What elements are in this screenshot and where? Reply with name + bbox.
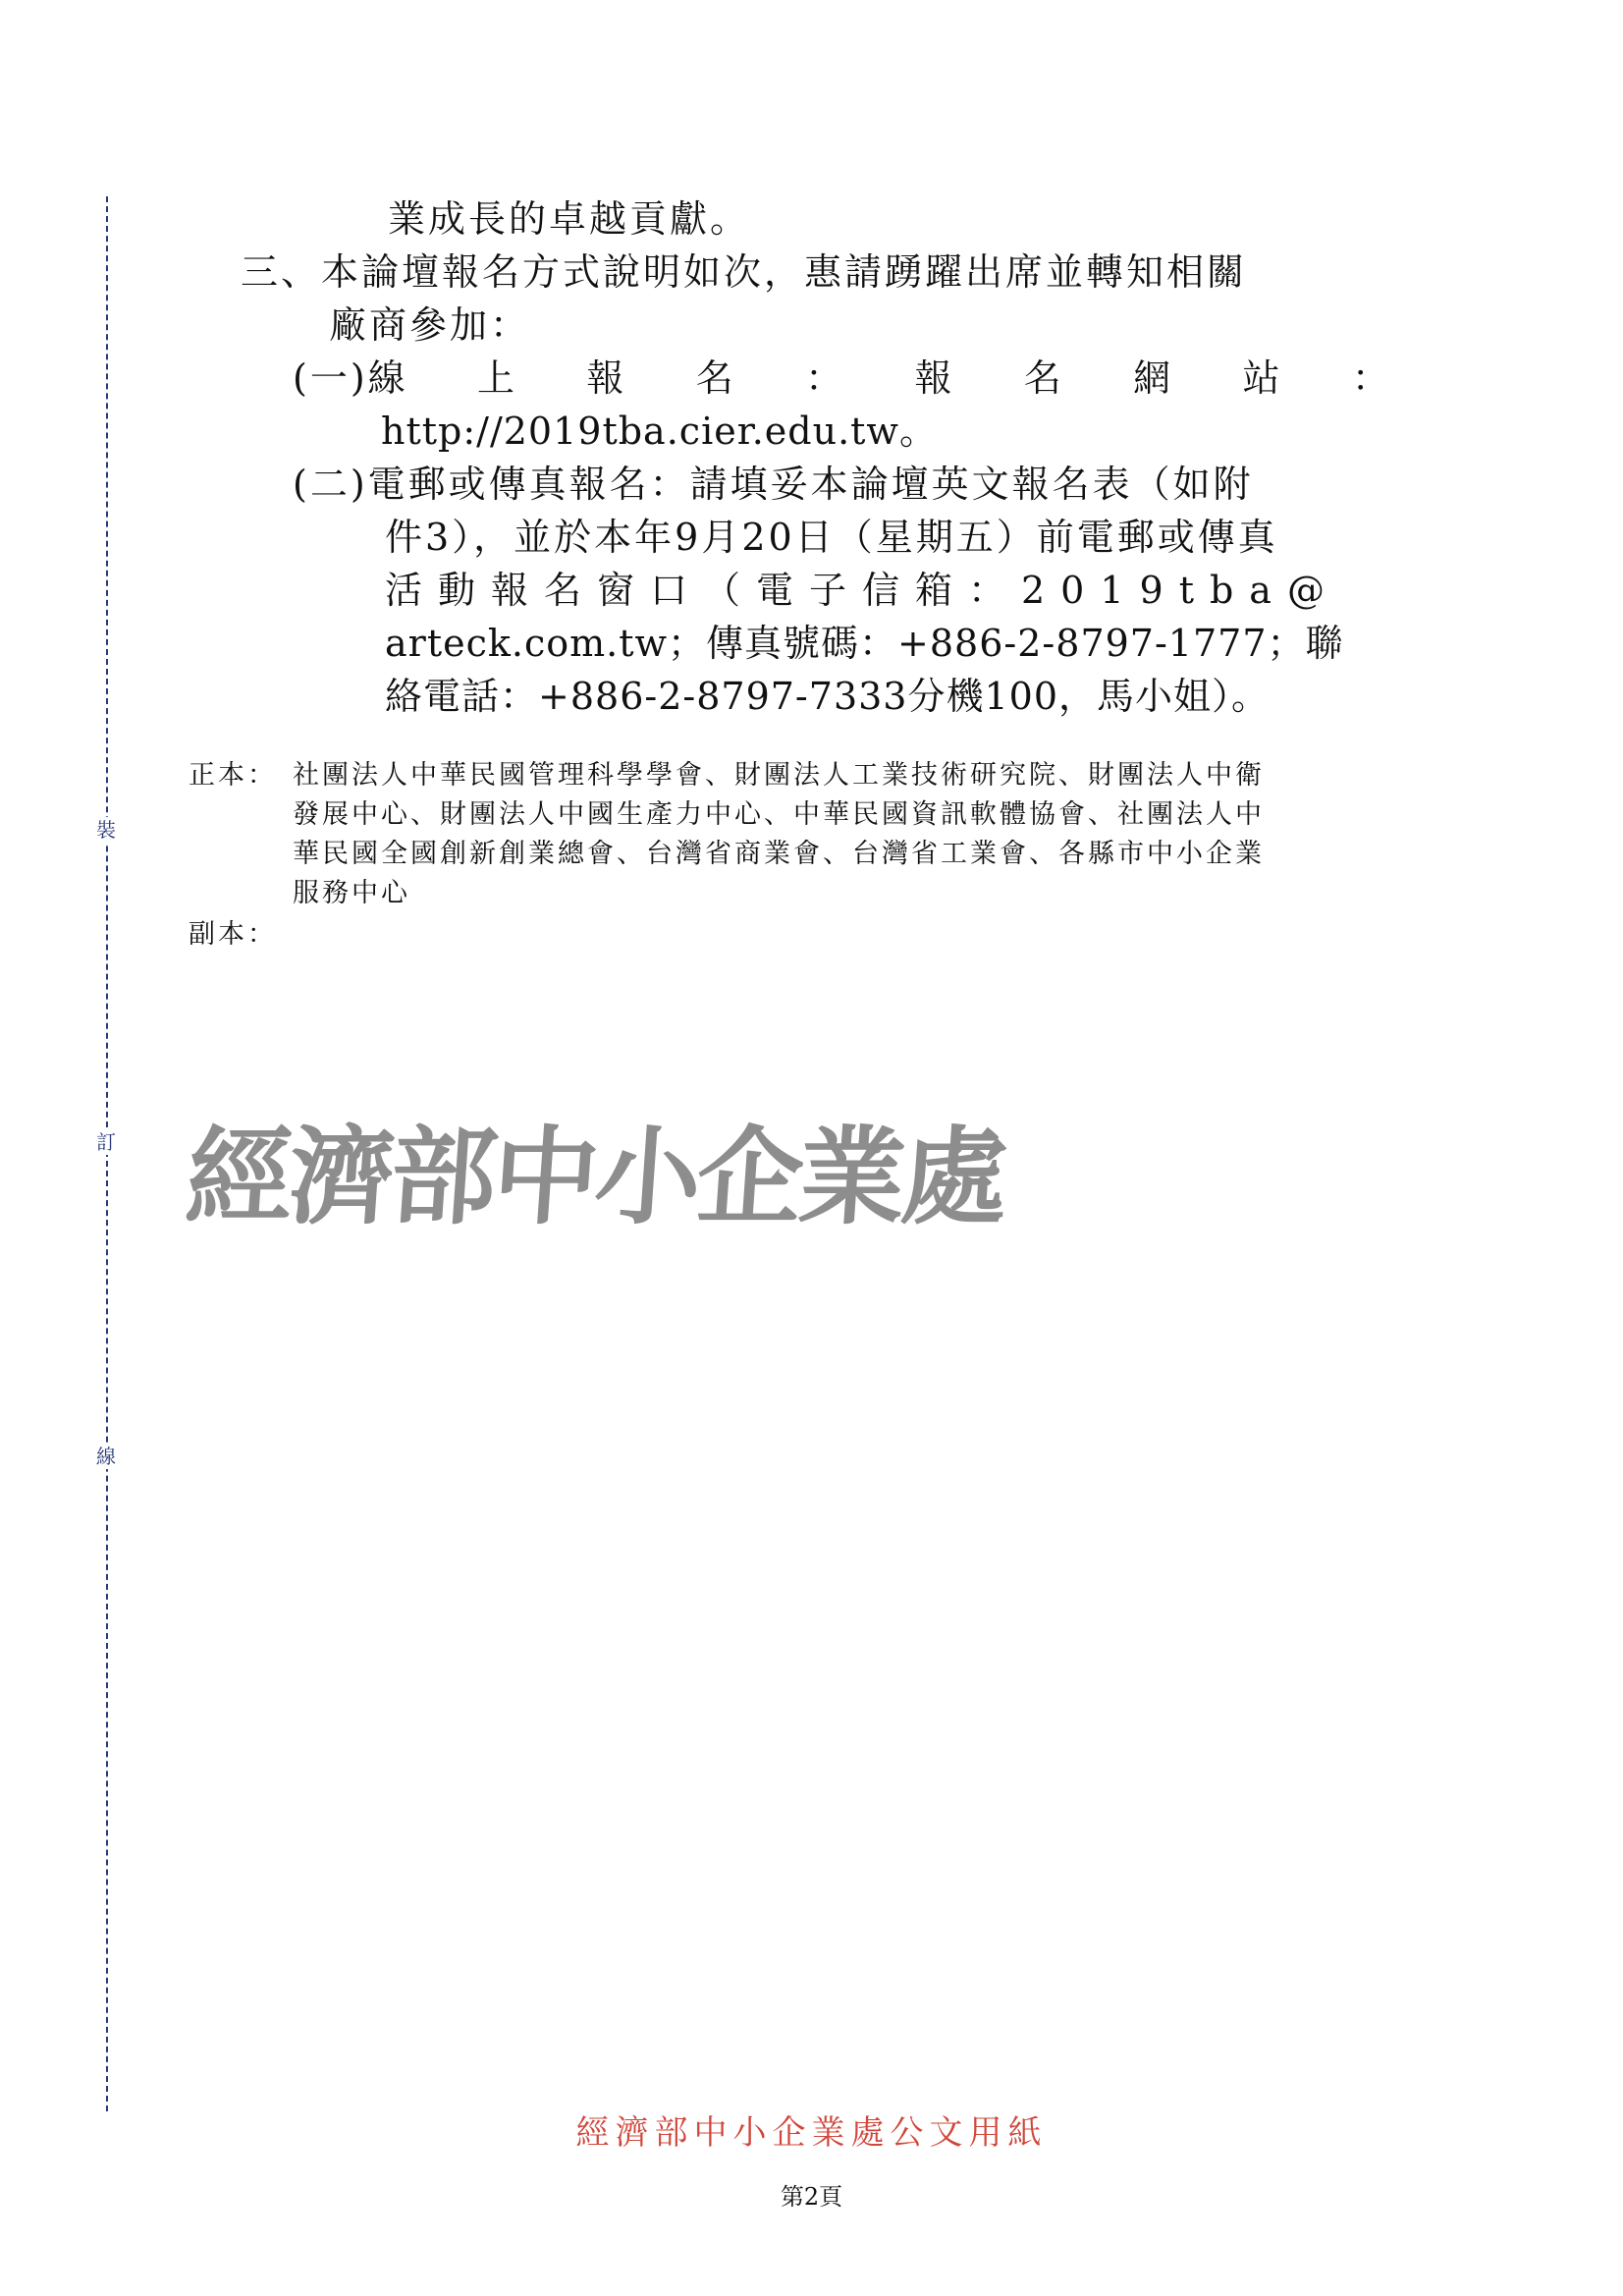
item3-line-1: 三、本論壇報名方式說明如次，惠請踴躍出席並轉知相關	[241, 250, 1248, 294]
sub2-line-2: 件3），並於本年9月20日（星期五）前電郵或傳真	[385, 516, 1278, 559]
body-line-1: 業成長的卓越貢獻。	[388, 197, 751, 241]
sub1-word: 網	[1133, 356, 1174, 400]
sub2-line-1: (二)電郵或傳真報名：請填妥本論壇英文報名表（如附	[293, 463, 1254, 506]
sub1-word: ：	[805, 356, 846, 400]
distribution-copy-label: 副本：	[189, 919, 277, 950]
sub1-word: ：	[1351, 356, 1392, 400]
distribution-main-line-4: 服務中心	[293, 878, 410, 908]
sub2-line-5: 絡電話：+886-2-8797-7333分機100，馬小姐）。	[385, 675, 1271, 718]
letterhead-footer: 經濟部中小企業處公文用紙	[575, 2113, 1048, 2153]
distribution-main-line-2: 發展中心、財團法人中國生產力中心、中華民國資訊軟體協會、社團法人中	[293, 799, 1265, 830]
sub1-word: 上	[477, 356, 518, 400]
sub1-url: http://2019tba.cier.edu.tw。	[381, 410, 938, 453]
sub1-line	[293, 355, 1392, 401]
distribution-main-label: 正本：	[189, 760, 277, 791]
sub1-word: 名	[1023, 356, 1064, 400]
sub1-word: 名	[695, 356, 736, 400]
official-seal-stamp: 經濟部中小企業處	[182, 1117, 1008, 1239]
sub1-word: 站	[1242, 356, 1283, 400]
sub2-line-4: arteck.com.tw；傳真號碼：+886-2-8797-1777；聯	[385, 622, 1344, 665]
distribution-main-line-1: 社團法人中華民國管理科學學會、財團法人工業技術研究院、財團法人中衛	[293, 760, 1265, 791]
item3-line-2: 廠商參加：	[329, 303, 531, 347]
binding-mark-zhuang: 裝	[96, 818, 116, 842]
binding-mark-ding: 訂	[96, 1130, 116, 1154]
sub1-word: 報	[914, 356, 955, 400]
distribution-main-line-3: 華民國全國創新創業總會、台灣省商業會、台灣省工業會、各縣市中小企業	[293, 839, 1265, 869]
page-number: 第2頁	[780, 2183, 843, 2211]
sub2-line-3: 活動報名窗口（電子信箱：2019tba@	[385, 569, 1340, 612]
sub1-word: 報	[586, 356, 627, 400]
binding-mark-xian: 線	[96, 1445, 116, 1468]
sub1-prefix: (一)線	[293, 356, 408, 400]
